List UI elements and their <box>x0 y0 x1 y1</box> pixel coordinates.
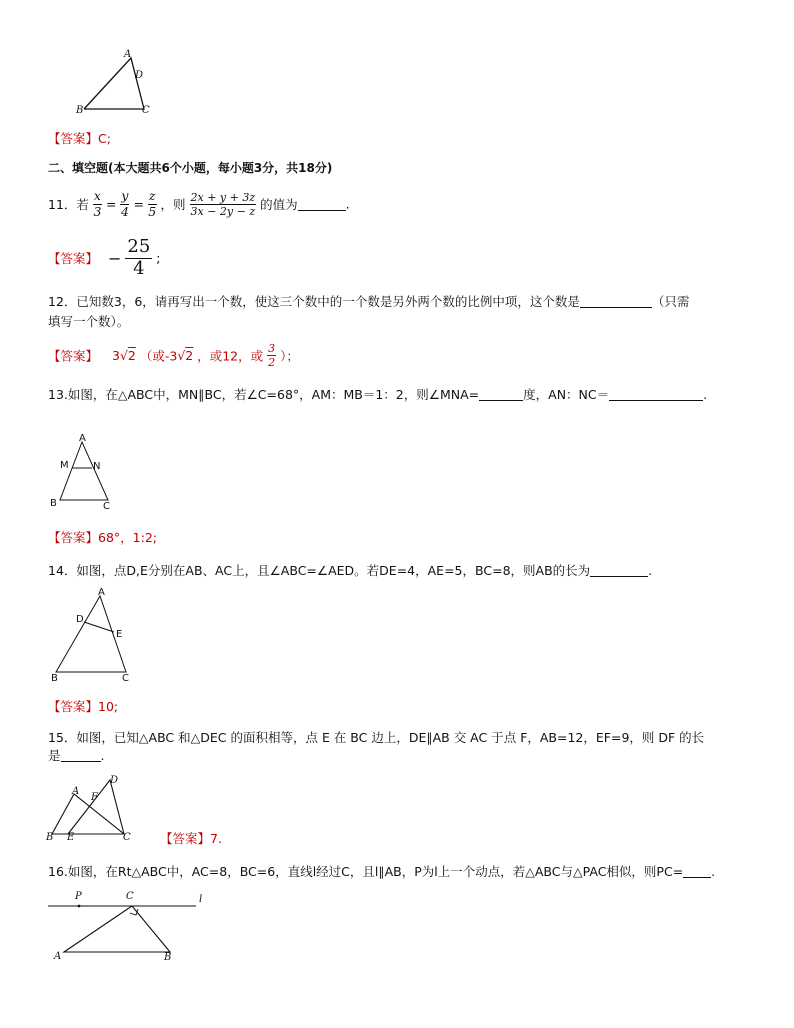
answer-blank-12[interactable] <box>580 295 652 308</box>
figure-16 <box>44 884 214 964</box>
answer-11: 【答案】 − $\frac{25}{4}$ ; <box>48 236 161 279</box>
label-d: D <box>110 775 119 786</box>
fraction-y-4: $\frac{y}{4}$ <box>120 188 129 219</box>
section-title: 二、填空题(本大题共6个小题，每小题3分，共18分) <box>48 161 333 175</box>
fraction-expression: $\frac{2x + y + 3z}{3x - 2y - z}$ <box>190 190 256 218</box>
fraction-z-5: $\frac{z}{5}$ <box>148 188 157 219</box>
label-f: F <box>91 792 98 803</box>
label-c: C <box>123 832 131 842</box>
label-n: N <box>93 461 101 472</box>
label-d: D <box>76 614 84 625</box>
figure-triangle-abc-d <box>70 48 160 114</box>
label-c: C <box>122 673 129 682</box>
label-a: A <box>98 587 105 598</box>
question-16: 16.如图，在Rt△ABC中，AC=8，BC=6，直线l经过C，且l∥AB，P为l上一个动点，若△ABC与△PAC相似，则PC= . <box>48 864 716 879</box>
fraction-x-3: $\frac{x}{3}$ <box>93 188 102 219</box>
question-12: 12．已知数3，6，请再写出一个数，使这三个数中的一个数是另外两个数的比例中项，这个数是 （只需 填写一个数）。 <box>48 294 690 329</box>
answer-blank-13b[interactable] <box>609 388 703 401</box>
label-l: l <box>199 894 203 905</box>
label-b: B <box>51 673 58 682</box>
question-13: 13.如图，在△ABC中，MN∥BC，若∠C=68°，AM：MB＝1：2，则∠MNA= 度，AN：NC＝ . <box>48 387 708 402</box>
answer-15: 【答案】7. <box>160 831 222 846</box>
label-b: B <box>46 832 54 842</box>
label-c: C <box>103 501 110 512</box>
label-a: A <box>72 786 80 797</box>
label-e: E <box>116 629 123 640</box>
fraction-3-2: $\frac{3}{2}$ <box>268 342 276 369</box>
answer-prev: 【答案】C; <box>48 131 111 146</box>
label-e: E <box>67 832 75 842</box>
answer-blank-16[interactable] <box>683 865 711 878</box>
label-c: C <box>126 891 134 902</box>
answer-blank-13a[interactable] <box>479 388 523 401</box>
label-a: A <box>124 49 132 60</box>
label-p: P <box>75 891 82 902</box>
answer-14: 【答案】10; <box>48 699 119 714</box>
fraction-25-4: $\frac{25}{4}$ <box>127 236 151 279</box>
label-m: M <box>60 460 69 471</box>
question-11: 11．若 $\frac{x}{3}$ = $\frac{y}{4}$ = $\frac{z}{5}$ ，则 $\frac{2x + y + 3z}{3x - 2y - z}$ 的值为 . <box>48 188 350 219</box>
answer-12: 【答案】 3√2 （或-3√2 ，或12，或 $\frac{3}{2}$ ）； <box>48 342 299 369</box>
answer-13: 【答案】68°，1:2; <box>48 530 158 545</box>
question-14: 14．如图，点D,E分别在AB、AC上，且∠ABC=∠AED。若DE=4，AE=5，BC=8，则AB的长为 . <box>48 563 653 578</box>
label-d: D <box>135 70 144 81</box>
question-15: 15．如图，已知△ABC 和△DEC 的面积相等，点 E 在 BC 边上，DE∥AB 交 AC 于点 F，AB=12，EF=9，则 DF 的长 是 . <box>48 730 705 763</box>
answer-blank-14[interactable] <box>590 564 648 577</box>
label-c: C <box>142 105 150 114</box>
figure-15 <box>44 772 144 842</box>
label-b: B <box>50 498 57 509</box>
figure-14 <box>48 586 134 682</box>
label-a: A <box>79 433 86 444</box>
label-b: B <box>164 952 172 963</box>
answer-blank-11[interactable] <box>298 198 346 211</box>
figure-13 <box>50 432 120 512</box>
label-a: A <box>54 951 62 962</box>
label-b: B <box>76 105 84 114</box>
answer-blank-15[interactable] <box>61 749 101 762</box>
